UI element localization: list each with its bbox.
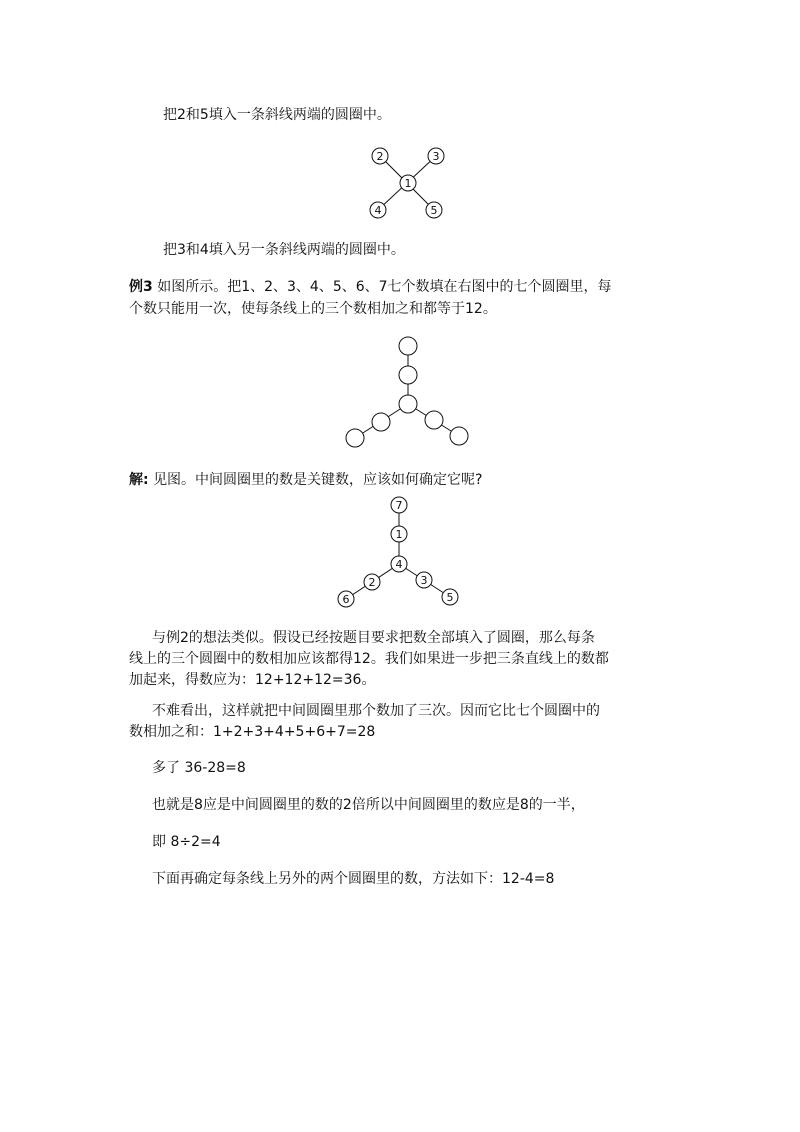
circle-label-left-inner: 2 — [368, 576, 376, 589]
circle-label-bottom-right: 5 — [430, 204, 438, 217]
circle-top — [399, 337, 417, 355]
paragraph-1-line-1: 与例2的想法类似。假设已经按题目要求把数全部填入了圆圈，那么每条 — [152, 630, 595, 646]
instruction-line-2: 把3和4填入另一条斜线两端的圆圈中。 — [163, 242, 405, 258]
circle-label-left-outer: 6 — [342, 593, 350, 606]
circle-label-upper: 1 — [395, 528, 403, 541]
paragraph-2-line-1: 不难看出，这样就把中间圆圈里那个数加了三次。因而它比七个圆圈中的 — [152, 703, 600, 719]
example-3-line-2: 个数只能用一次，使每条线上的三个数相加之和都等于12。 — [129, 301, 497, 317]
paragraph-1-line-2: 线上的三个圆圈中的数相加应该都得12。我们如果进一步把三条直线上的数都 — [129, 651, 609, 667]
example-3-label: 例3 — [129, 279, 153, 295]
paragraph-6: 下面再确定每条线上另外的两个圆圈里的数，方法如下：12-4=8 — [152, 871, 555, 887]
circle-label-center: 4 — [395, 558, 403, 571]
example-3-line-1 — [129, 278, 612, 296]
circle-label-top: 7 — [395, 499, 403, 512]
circle-label-center: 1 — [404, 177, 412, 190]
solution-label: 解: — [129, 472, 149, 488]
paragraph-1-line-3: 加起来，得数应为：12+12+12=36。 — [129, 672, 376, 688]
paragraph-2-line-2: 数相加之和：1+2+3+4+5+6+7=28 — [129, 724, 376, 740]
example-3-text: 如图所示。把1、2、3、4、5、6、7七个数填在右图中的七个圆圈里，每 — [157, 279, 612, 295]
circle-label-right-outer: 5 — [446, 591, 454, 604]
empty-y-shaped-circle-figure — [338, 332, 478, 457]
circle-label-right-inner: 3 — [420, 574, 428, 587]
circle-upper — [399, 366, 417, 384]
x-shaped-circle-figure — [358, 142, 458, 222]
paragraph-4: 也就是8应是中间圆圈里的数的2倍所以中间圆圈里的数应是8的一半， — [152, 797, 585, 813]
circle-label-bottom-left: 4 — [374, 204, 382, 217]
circle-right-inner — [425, 411, 443, 429]
solved-y-shaped-circle-figure — [330, 492, 470, 612]
circle-right-outer — [450, 427, 468, 445]
circle-label-top-left: 2 — [376, 150, 384, 163]
paragraph-5: 即 8÷2=4 — [152, 834, 221, 850]
solution-line — [129, 471, 483, 489]
circle-center — [399, 395, 417, 413]
circle-left-outer — [346, 429, 364, 447]
circle-label-top-right: 3 — [432, 150, 440, 163]
instruction-line-1: 把2和5填入一条斜线两端的圆圈中。 — [163, 107, 391, 123]
solution-text: 见图。中间圆圈里的数是关键数，应该如何确定它呢? — [153, 472, 483, 488]
circle-left-inner — [372, 413, 390, 431]
paragraph-3: 多了 36-28=8 — [152, 760, 246, 776]
